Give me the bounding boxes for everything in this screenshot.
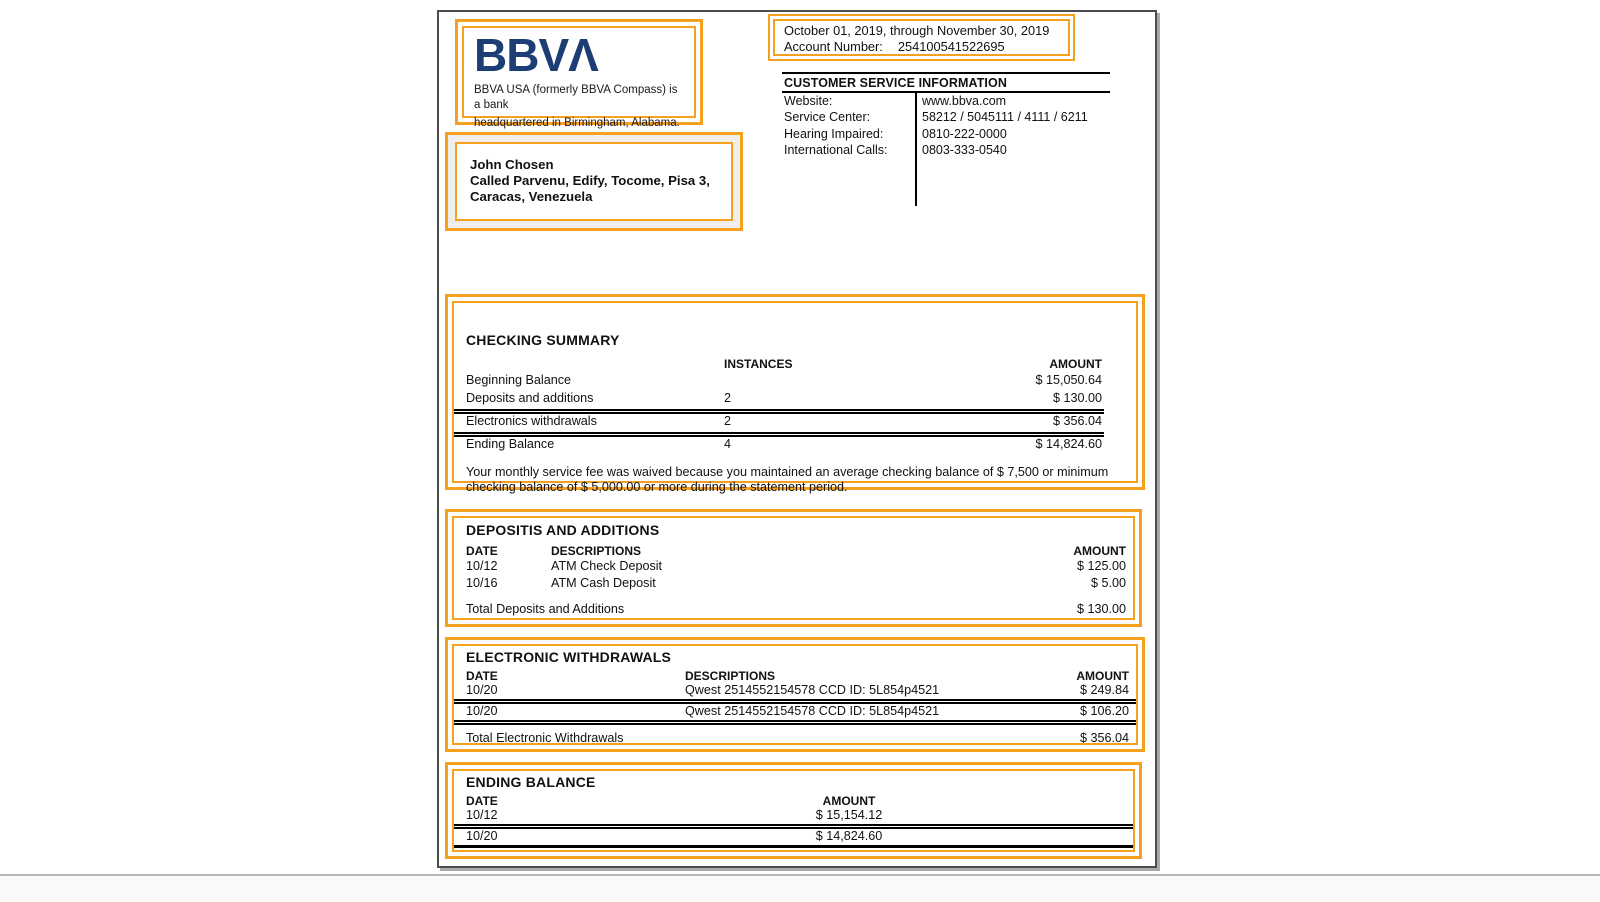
- cs-row-international-calls: International Calls: 0803-333-0540: [784, 143, 1007, 158]
- col-date: DATE: [466, 544, 498, 558]
- bank-tagline-line1: BBVA USA (formerly BBVA Compass) is a bank: [474, 84, 678, 111]
- viewer-bottom-edge: [0, 874, 1600, 902]
- bbva-logo: BBVΛ: [474, 29, 598, 81]
- bank-tagline-line2: headquartered in Birmingham, Alabama.: [474, 117, 680, 129]
- cs-row-hearing-impaired: Hearing Impaired: 0810-222-0000: [784, 126, 1007, 141]
- statement-page: [437, 10, 1157, 868]
- service-fee-note: Your monthly service fee was waived because you maintained an average checking balance of $ 7,500 or minimum checking balance of $ 5,000.00 or more during the statement period.: [466, 465, 1109, 494]
- withdrawals-header: [454, 669, 1136, 683]
- recipient-address-box: [445, 132, 743, 231]
- statement-period: October 01, 2019, through November 30, 2019: [784, 23, 1050, 38]
- deposit-row: 10/16 ATM Cash Deposit $ 5.00: [466, 576, 1126, 590]
- customer-service-title: CUSTOMER SERVICE INFORMATION: [784, 76, 1007, 90]
- deposit-row: 10/12 ATM Check Deposit $ 125.00: [466, 559, 1126, 573]
- cs-row-service-center: Service Center: 58212 / 5045111 / 4111 / 6211: [784, 110, 1088, 125]
- ending-balance-title: ENDING BALANCE: [466, 774, 596, 790]
- checking-summary-title: CHECKING SUMMARY: [466, 332, 620, 348]
- summary-row-deposits: Deposits and additions 2 $ 130.00: [466, 391, 1102, 405]
- recipient-address-line2: Caracas, Venezuela: [470, 189, 593, 204]
- deposits-total-row: Total Deposits and Additions $ 130.00: [466, 602, 1126, 616]
- col-date: DATE: [466, 669, 498, 683]
- vertical-divider: [915, 93, 917, 206]
- col-descriptions: DESCRIPTIONS: [551, 544, 642, 558]
- checking-summary-section: [445, 294, 1145, 494]
- website-value: www.bbva.com: [922, 94, 1007, 108]
- thick-rule: [454, 845, 1133, 848]
- col-descriptions: DESCRIPTIONS: [685, 669, 776, 683]
- customer-service-section: [782, 72, 1110, 159]
- deposits-section: [445, 509, 1142, 627]
- ending-balance-row: 10/20 $ 14,824.60: [466, 829, 883, 843]
- bank-logo-box: [455, 19, 703, 129]
- summary-row-withdrawals: Electronics withdrawals 2 $ 356.04: [466, 414, 1102, 428]
- col-instances: INSTANCES: [724, 357, 793, 371]
- withdrawals-section: [445, 637, 1145, 752]
- recipient-address-line1: Called Parvenu, Edify, Tocome, Pisa 3,: [470, 173, 710, 188]
- double-rule: [454, 720, 1136, 725]
- col-amount: AMOUNT: [822, 794, 876, 808]
- withdrawals-total-row: Total Electronic Withdrawals $ 356.04: [466, 731, 1129, 745]
- col-date: DATE: [466, 794, 498, 808]
- recipient-name: John Chosen: [470, 157, 554, 172]
- deposits-header: [454, 544, 1133, 559]
- withdrawal-row: 10/20 Qwest 2514552154578 CCD ID: 5L854p4521 $ 249.84: [466, 683, 1129, 697]
- cs-row-website: Website: www.bbva.com: [784, 94, 1007, 108]
- summary-row-ending-balance: Ending Balance 4 $ 14,824.60: [466, 437, 1102, 451]
- deposits-title: DEPOSITIS AND ADDITIONS: [466, 522, 660, 538]
- withdrawals-title: ELECTRONIC WITHDRAWALS: [466, 649, 672, 665]
- col-amount: AMOUNT: [1073, 544, 1126, 558]
- account-number-row: [784, 39, 1059, 55]
- withdrawal-row: 10/20 Qwest 2514552154578 CCD ID: 5L854p4521 $ 106.20: [466, 704, 1129, 718]
- account-number-value: 254100541522695: [897, 39, 1005, 54]
- statement-period-box: [768, 14, 1075, 61]
- col-amount: AMOUNT: [1076, 669, 1129, 683]
- col-amount: AMOUNT: [1049, 357, 1102, 371]
- ending-balance-header: [454, 794, 1133, 808]
- account-number-label: Account Number:: [784, 39, 883, 54]
- summary-row-beginning-balance: Beginning Balance $ 15,050.64: [466, 373, 1102, 387]
- ending-balance-row: 10/12 $ 15,154.12: [466, 808, 883, 822]
- ending-balance-section: [445, 762, 1142, 859]
- checking-summary-header: [454, 357, 1136, 373]
